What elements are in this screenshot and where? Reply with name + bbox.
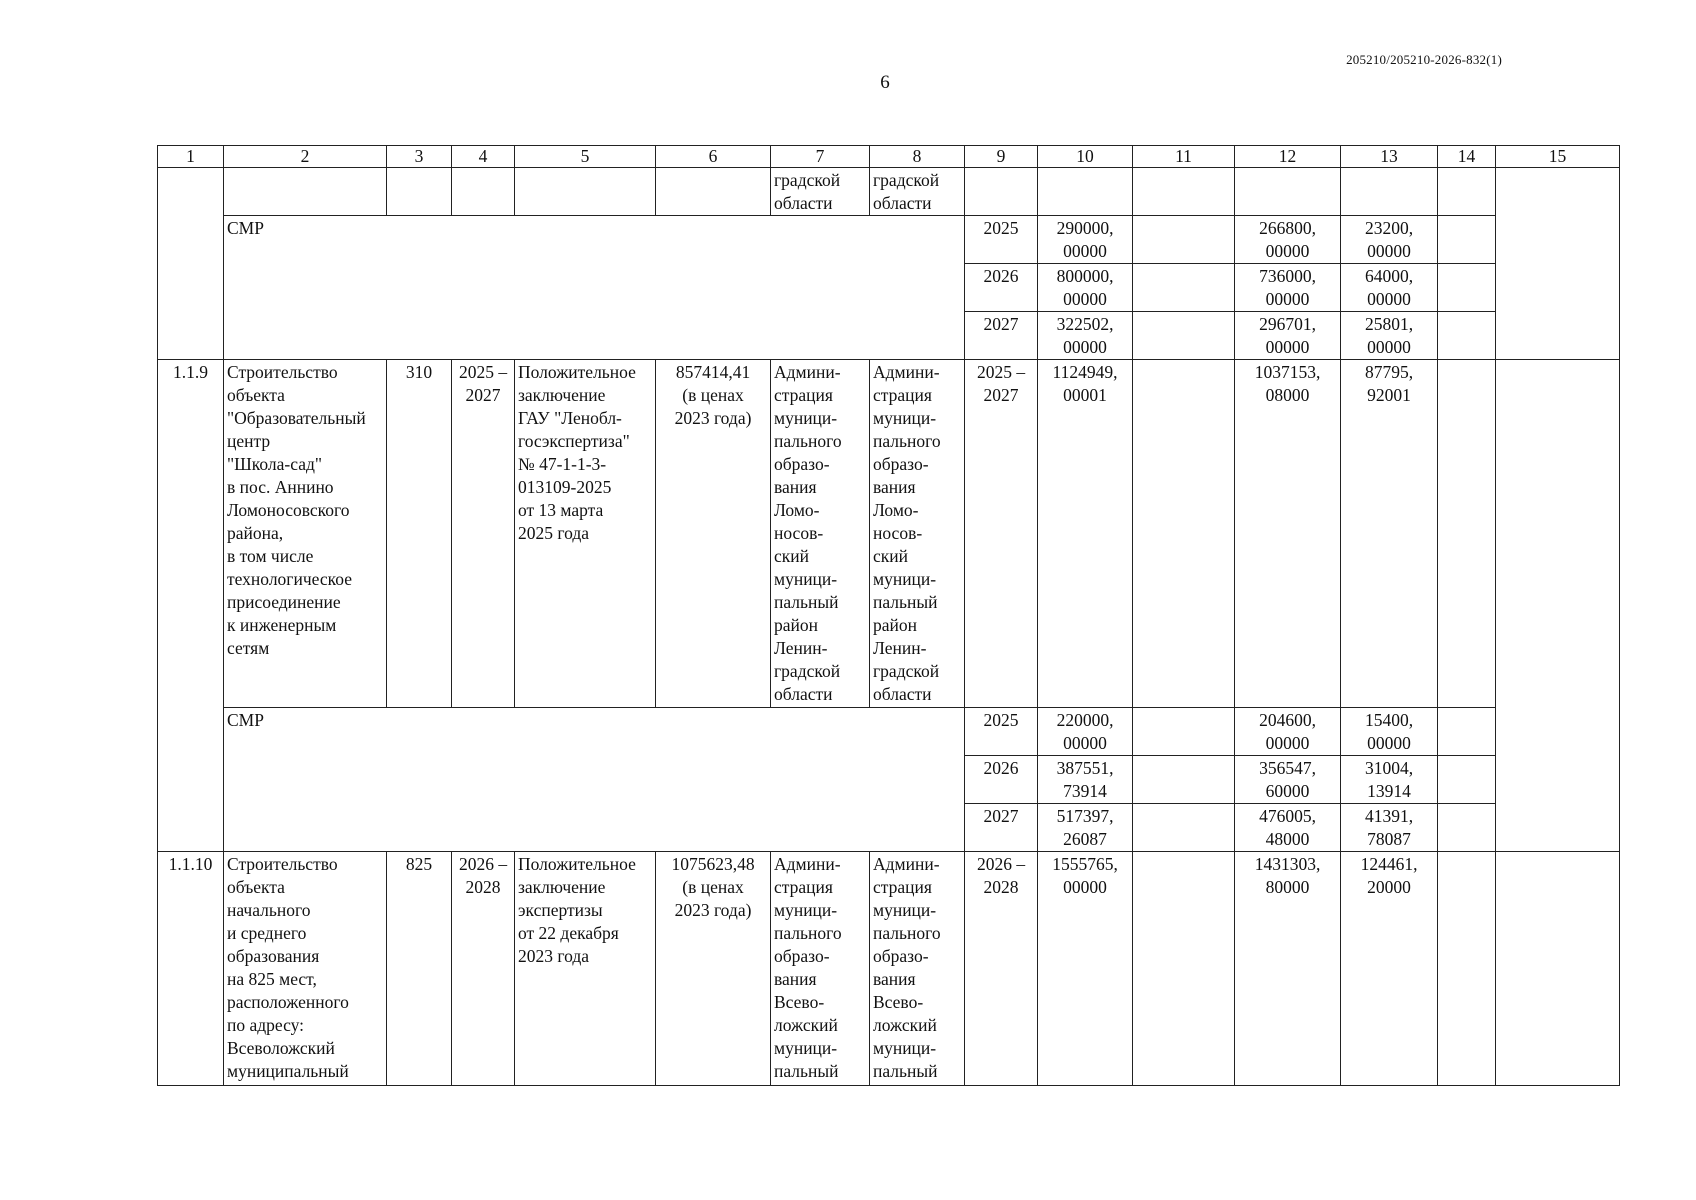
amount-cell: 1124949, 00001 — [1038, 360, 1133, 708]
capacity-cell: 310 — [387, 360, 452, 708]
smr-label: СМР — [224, 708, 965, 852]
object-name: Строительство объекта "Образовательный центр "Школа-сад" в пос. Аннино Ломоносовского района, в том числе технологическое присоединение к инженерным сетям — [224, 360, 387, 708]
amount-cell: 204600, 00000 — [1235, 708, 1341, 756]
table-cell — [1341, 168, 1438, 216]
column-number: 12 — [1235, 146, 1341, 168]
table-cell — [1133, 708, 1235, 756]
table-cell — [1235, 168, 1341, 216]
capacity-cell: 825 — [387, 852, 452, 1086]
year-cell: 2027 — [965, 804, 1038, 852]
year-cell: 2026 — [965, 756, 1038, 804]
column-number: 10 — [1038, 146, 1133, 168]
table-cell — [1038, 168, 1133, 216]
amount-cell: 800000, 00000 — [1038, 264, 1133, 312]
table-cell — [1438, 312, 1496, 360]
table-cell — [1438, 708, 1496, 756]
budget-table — [157, 145, 1620, 1086]
year-cell: 2026 — [965, 264, 1038, 312]
item-number: 1.1.10 — [158, 852, 224, 1086]
table-cell — [1133, 168, 1235, 216]
object-name: Строительство объекта начального и среднего образования на 825 мест, расположенного по адресу: Всеволожский муниципальный — [224, 852, 387, 1086]
table-cell — [1438, 264, 1496, 312]
table-cell — [387, 168, 452, 216]
column-number: 13 — [1341, 146, 1438, 168]
table-cell — [1133, 264, 1235, 312]
column-number: 9 — [965, 146, 1038, 168]
table-row — [158, 852, 1620, 1086]
document-id: 205210/205210-2026-832(1) — [1346, 52, 1502, 67]
column-number: 15 — [1496, 146, 1620, 168]
table-cell — [1438, 852, 1496, 1086]
amount-cell: 1555765, 00000 — [1038, 852, 1133, 1086]
column-number-row — [158, 146, 1620, 168]
amount-cell: 322502, 00000 — [1038, 312, 1133, 360]
column-number: 11 — [1133, 146, 1235, 168]
table-row — [158, 216, 1620, 264]
year-cell: 2027 — [965, 312, 1038, 360]
amount-cell: 124461, 20000 — [1341, 852, 1438, 1086]
amount-cell: 41391, 78087 — [1341, 804, 1438, 852]
customer-cell: Админи- страция муници- пального образо- вания Ломо- носов- ский муници- пальный район Ленин- градской области — [771, 360, 870, 708]
amount-cell: 517397, 26087 — [1038, 804, 1133, 852]
table-cell — [1133, 804, 1235, 852]
column-number: 14 — [1438, 146, 1496, 168]
table-cell — [158, 168, 224, 360]
table-cell — [1496, 852, 1620, 1086]
expertise-cell: Положительное заключение экспертизы от 22 декабря 2023 года — [515, 852, 656, 1086]
table-cell — [1133, 216, 1235, 264]
amount-cell: 31004, 13914 — [1341, 756, 1438, 804]
amount-cell: 387551, 73914 — [1038, 756, 1133, 804]
amount-cell: 296701, 00000 — [1235, 312, 1341, 360]
column-number: 3 — [387, 146, 452, 168]
amount-cell: 266800, 00000 — [1235, 216, 1341, 264]
column-number: 4 — [452, 146, 515, 168]
amount-cell: 1037153, 08000 — [1235, 360, 1341, 708]
table-cell — [656, 168, 771, 216]
table-row — [158, 360, 1620, 708]
table-cell — [1438, 804, 1496, 852]
table-cell — [1496, 360, 1620, 852]
developer-cell: градской области — [870, 168, 965, 216]
years-cell: 2025 – 2027 — [965, 360, 1038, 708]
amount-cell: 23200, 00000 — [1341, 216, 1438, 264]
customer-cell: Админи- страция муници- пального образо- вания Всево- ложский муници- пальный — [771, 852, 870, 1086]
table-cell — [452, 168, 515, 216]
period-cell: 2026 – 2028 — [452, 852, 515, 1086]
column-number: 1 — [158, 146, 224, 168]
table-cell — [1133, 852, 1235, 1086]
table-cell — [224, 168, 387, 216]
period-cell: 2025 – 2027 — [452, 360, 515, 708]
table-cell — [515, 168, 656, 216]
table-cell — [1496, 168, 1620, 360]
table-cell — [1438, 756, 1496, 804]
amount-cell: 220000, 00000 — [1038, 708, 1133, 756]
year-cell: 2025 — [965, 216, 1038, 264]
smr-label: СМР — [224, 216, 965, 360]
year-cell: 2025 — [965, 708, 1038, 756]
years-cell: 2026 – 2028 — [965, 852, 1038, 1086]
amount-cell: 87795, 92001 — [1341, 360, 1438, 708]
amount-cell: 64000, 00000 — [1341, 264, 1438, 312]
column-number: 2 — [224, 146, 387, 168]
table-cell — [1133, 312, 1235, 360]
page-number: 6 — [880, 72, 890, 93]
table-cell — [1133, 360, 1235, 708]
table-cell — [1438, 168, 1496, 216]
amount-cell: 1431303, 80000 — [1235, 852, 1341, 1086]
amount-cell: 476005, 48000 — [1235, 804, 1341, 852]
amount-cell: 15400, 00000 — [1341, 708, 1438, 756]
table-cell — [1438, 360, 1496, 708]
amount-cell: 736000, 00000 — [1235, 264, 1341, 312]
cost-cell: 857414,41 (в ценах 2023 года) — [656, 360, 771, 708]
table-row — [158, 708, 1620, 756]
column-number: 5 — [515, 146, 656, 168]
amount-cell: 356547, 60000 — [1235, 756, 1341, 804]
developer-cell: Админи- страция муници- пального образо- вания Ломо- носов- ский муници- пальный район Ленин- градской области — [870, 360, 965, 708]
expertise-cell: Положительное заключение ГАУ "Ленобл- госэкспертиза" № 47-1-1-3- 013109-2025 от 13 марта 2025 года — [515, 360, 656, 708]
amount-cell: 25801, 00000 — [1341, 312, 1438, 360]
amount-cell: 290000, 00000 — [1038, 216, 1133, 264]
column-number: 7 — [771, 146, 870, 168]
table-cell — [1133, 756, 1235, 804]
customer-cell: градской области — [771, 168, 870, 216]
table-row — [158, 168, 1620, 216]
column-number: 8 — [870, 146, 965, 168]
table-cell — [1438, 216, 1496, 264]
cost-cell: 1075623,48 (в ценах 2023 года) — [656, 852, 771, 1086]
column-number: 6 — [656, 146, 771, 168]
developer-cell: Админи- страция муници- пального образо- вания Всево- ложский муници- пальный — [870, 852, 965, 1086]
item-number: 1.1.9 — [158, 360, 224, 852]
table-cell — [965, 168, 1038, 216]
